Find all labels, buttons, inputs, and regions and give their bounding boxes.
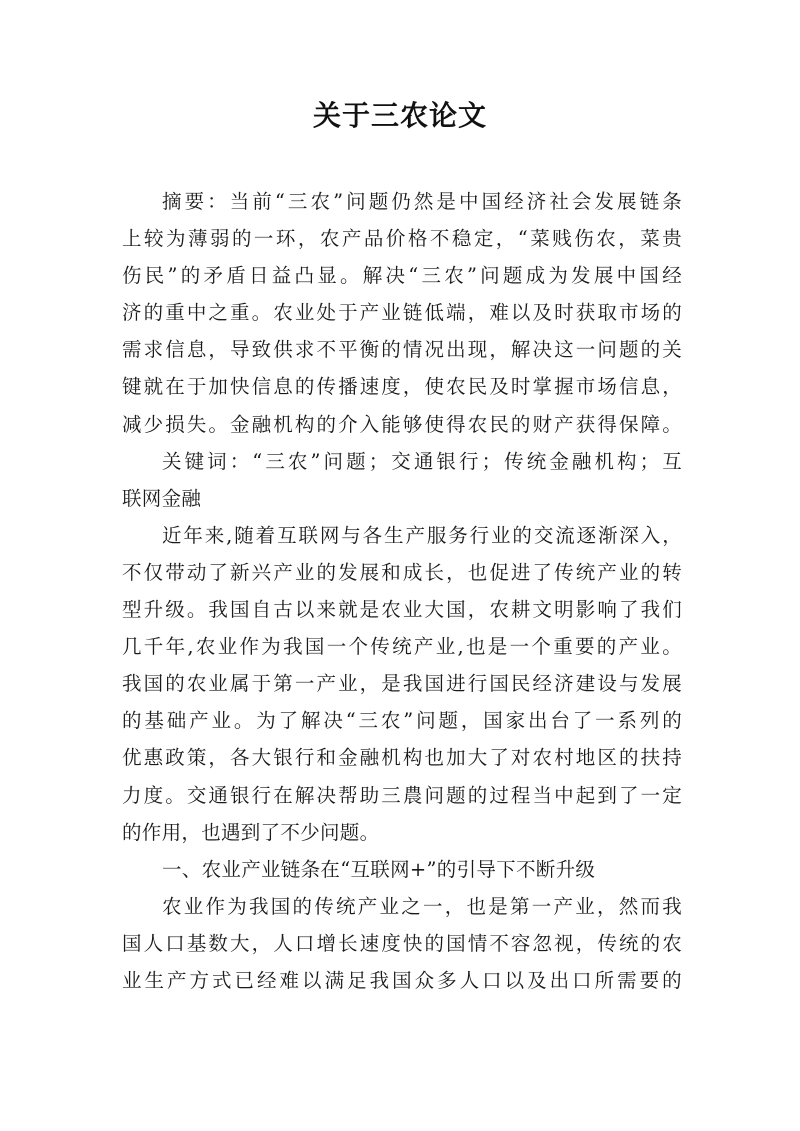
body-line: 关键词：“三农”问题；交通银行；传统金融机构；互 [162,449,682,473]
body-line: 业生产方式已经难以满足我国众多人口以及出口所需要的 [122,968,682,992]
body-line: 需求信息，导致供求不平衡的情况出现，解决这一问题的关 [122,338,682,362]
body-line: 农业作为我国的传统产业之一，也是第一产业，然而我 [162,894,682,918]
body-line: 力度。交通银行在解决帮助三農问题的过程当中起到了一定 [122,783,682,807]
body-line: 近年来,随着互联网与各生产服务行业的交流逐渐深入， [162,523,682,547]
body-line: 我国的农业属于第一产业，是我国进行国民经济建设与发展 [122,672,682,696]
body-line: 型升级。我国自古以来就是农业大国，农耕文明影响了我们 [122,598,682,622]
document-title: 关于三农论文 [312,99,487,132]
body-line: 减少损失。金融机构的介入能够使得农民的财产获得保障。 [122,412,682,436]
body-line: 国人口基数大，人口增长速度快的国情不容忽视，传统的农 [122,931,682,955]
body-line: 优惠政策，各大银行和金融机构也加大了对农村地区的扶持 [122,746,682,770]
body-line: 键就在于加快信息的传播速度，使农民及时掌握市场信息， [122,375,682,399]
body-line: 联网金融 [122,486,202,510]
body-line: 上较为薄弱的一环，农产品价格不稳定，“菜贱伤农，菜贵 [122,227,682,251]
body-line: 几千年,农业作为我国一个传统产业,也是一个重要的产业。 [122,635,682,659]
body-line: 的作用，也遇到了不少问题。 [122,820,380,844]
body-line: 不仅带动了新兴产业的发展和成长，也促进了传统产业的转 [122,560,682,584]
document-body [122,183,682,999]
body-line: 一、农业产业链条在“互联网+”的引导下不断升级 [162,857,596,881]
body-line: 济的重中之重。农业处于产业链低端，难以及时获取市场的 [122,301,682,325]
body-line: 的基础产业。为了解决“三农”问题，国家出台了一系列的 [122,709,682,733]
body-line: 摘要：当前“三农”问题仍然是中国经济社会发展链条 [162,190,682,213]
body-line: 伤民”的矛盾日益凸显。解决“三农”问题成为发展中国经 [122,264,682,288]
